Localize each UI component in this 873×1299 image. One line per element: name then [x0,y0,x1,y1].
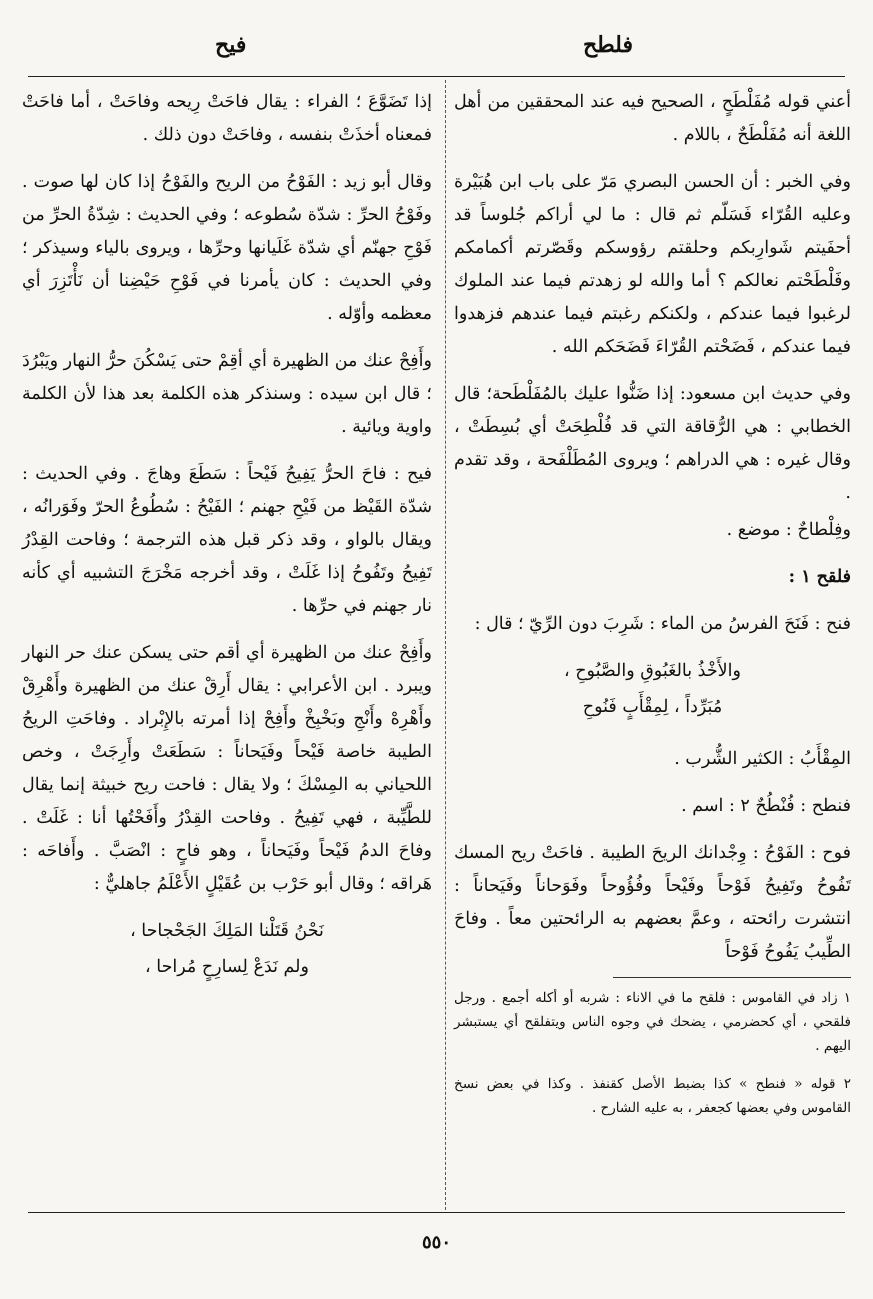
entry-heading-falqah: فلقح ١ : [788,567,851,587]
footnote-separator [613,977,851,978]
right-column [454,86,851,1134]
verse-block [22,913,432,985]
column-divider [445,80,446,1210]
paragraph: أعني قوله مُفَلْطَحٍ ، الصحيح فيه عند المحققين من أهل اللغة أنه مُفَلْطَحٌ ، باللام . [454,92,851,145]
verse-line: ولم نَدَعْ لِسارِحٍ مُراحا ، [145,957,309,977]
entry-fanah: فنح : فَنَحَ الفرسُ من الماء : شَرِبَ دون الرِّيّ ؛ قال : [474,614,851,634]
header-keyword-left: فيح [215,32,247,58]
paragraph: وفِلْطاحٌ : موضع . [726,520,851,540]
verse-line: والأَخْذُ بالغَبُوقِ والصَّبُوحِ ، [564,661,741,681]
page-number: ٥٥٠ [421,1232,451,1253]
left-column [22,86,432,1003]
entry-fawh: فوح : الفَوْحُ : وِجْدانك الريحَ الطيبة . فاحَتْ ريح المسك تَفُوحُ وتَفِيحُ فَوْحاً وفَيْحاً وفُؤُوحاً وفَوَحاناً وفَيَحاناً : انتشرت رائحته ، وعمَّ بعضهم به الرائحتين معاً . وفاحَ الطِّيبُ يَفُوحُ فَوْحاً [454,843,851,962]
header-rule [28,76,845,77]
header-keyword-right: فلطح [582,32,633,58]
paragraph: وقال أبو زيد : الفَوْحُ من الريح والفَوْحُ إذا كان لها صوت . وفَوْحُ الحرِّ : شدّة سُطوعه ؛ وفي الحديث : شِدّةُ الحرِّ من فَوْحِ جهنّم أي شدّة غَلَيانها وحرِّها ، ويروى بالياء وسيذكر ؛ وفي الحديث : كان يأمرنا في فَوْحِ حَيْضِنا أن نَأْتَزِرَ أي معظمه وأوّله . [22,172,432,324]
paragraph: إذا تَضَوَّعَ ؛ الفراء : يقال فاحَتْ رِيحه وفاحَتْ ، أما فاحَتْ فمعناه أخذَتْ بنفسه ، وفاحَتْ دون ذلك . [22,92,432,145]
paragraph: وفي حديث ابن مسعود: إذا ضَنُّوا عليك بالمُفَلْطَحة؛ قال الخطابي : هي الرُّقاقة التي قد فُلْطِحَتْ أي بُسِطَتْ ، وقال غيره : هي الدراهم ؛ ويروى المُطَلْفَحة ، وقد تقدم . [454,384,851,503]
verse-line: مُبَرِّداً ، لِمِقْأَبٍ فَنُوحِ [582,697,723,717]
verse-block [454,653,851,725]
entry-fayh: فيح : فاحَ الحرُّ يَفِيحُ فَيْحاً : سَطَعَ وهاجَ . وفي الحديث : شدّة القَيْظ من فَيْحِ جهنم ؛ الفَيْحُ : سُطُوعُ الحرّ وفَوَرانُه ، ويقال بالواو ، وقد ذكر قبل هذه الترجمة ؛ وفاحت القِدْرُ تَفِيحُ وتَفُوحُ إذا غَلَتْ ، وقد أخرجه مَخْرَجَ التشبيه أي كأنه نار جهنم في حرِّها . [22,464,432,616]
paragraph: المِقْأَبُ : الكثير الشُّرب . [674,749,851,769]
footnote: ٢ قوله « فنطح » كذا بضبط الأصل كقنفذ . وكذا في بعض نسخ القاموس وفي بعضها كجعفر ، به عليه الشارح . [454,1076,851,1116]
footnote: ١ زاد في القاموس : فلقح ما في الاناء : شربه أو أكله أجمع . ورجل فلقحي ، أي كحضرمي ، يضحك في وجوه الناس ويتفلقح أي يستبشر اليهم . [454,990,851,1054]
page-header [30,28,843,72]
verse-line: نَحْنُ قَتَلْنا المَلِكَ الجَحْجاحا ، [130,921,324,941]
entry-fantah: فنطح : فُنْطُحٌ ٢ : اسم . [681,796,851,816]
paragraph: وأَفِحْ عنك من الظهيرة أي أقِمْ حتى يَسْكُنَ حرُّ النهار ويَبْرُدَ ؛ قال ابن سيده : وسنذكر هذه الكلمة بعد هذا لأن الكلمة واوية ويائية . [22,351,432,437]
paragraph: وأَفِحْ عنك من الظهيرة أي أقم حتى يسكن عنك حر النهار ويبرد . ابن الأعرابي : يقال أَرِقْ عنك من الظهيرة وأَهْرِقْ وأَهْرِهْ وأَنْجِ وبَخْبِخْ وأَفِحْ إذا أمرته بالإِبْراد . وفاحَتِ الريحُ الطيبة خاصة فَيْحاً وفَيَحاناً : سَطَعَتْ وأَرِجَتْ ، وخص اللحياني به المِسْكَ ؛ ولا يقال : فاحت ريح خبيثة إنما يقال للطَّيِّبة ، فهي تَفِيحُ . وفاحت القِدْرُ وأَفَحْتُها أنا : غَلَتْ . وفاحَ الدمُ فَيْحاً وفَيَحاناً ، وهو فاحٍ : انْصَبَّ . وأَفاحَه : هَراقه ؛ وقال أبو حَرْب بن عُقَيْلٍ الأَعْلَمُ جاهليٌّ : [22,643,432,894]
paragraph: وفي الخبر : أن الحسن البصري مَرّ على باب ابن هُبَيْرة وعليه القُرّاء فَسَلّم ثم قال : ما لي أراكم جُلوساً قد أحفَيتم شَوارِبكم وحلقتم رؤوسكم وقَصّرتم أكمامكم وفَلْطَحْتم نعالكم ؟ أما والله لو زهدتم فيما عند الملوك لرغبوا فيما عندكم ، ولكنكم رغبتم فيما عندهم فزهدوا فيما عندكم ، فَضَحْتم القُرّاءَ فَضَحَكم الله . [454,172,851,357]
footer-rule [28,1212,845,1213]
